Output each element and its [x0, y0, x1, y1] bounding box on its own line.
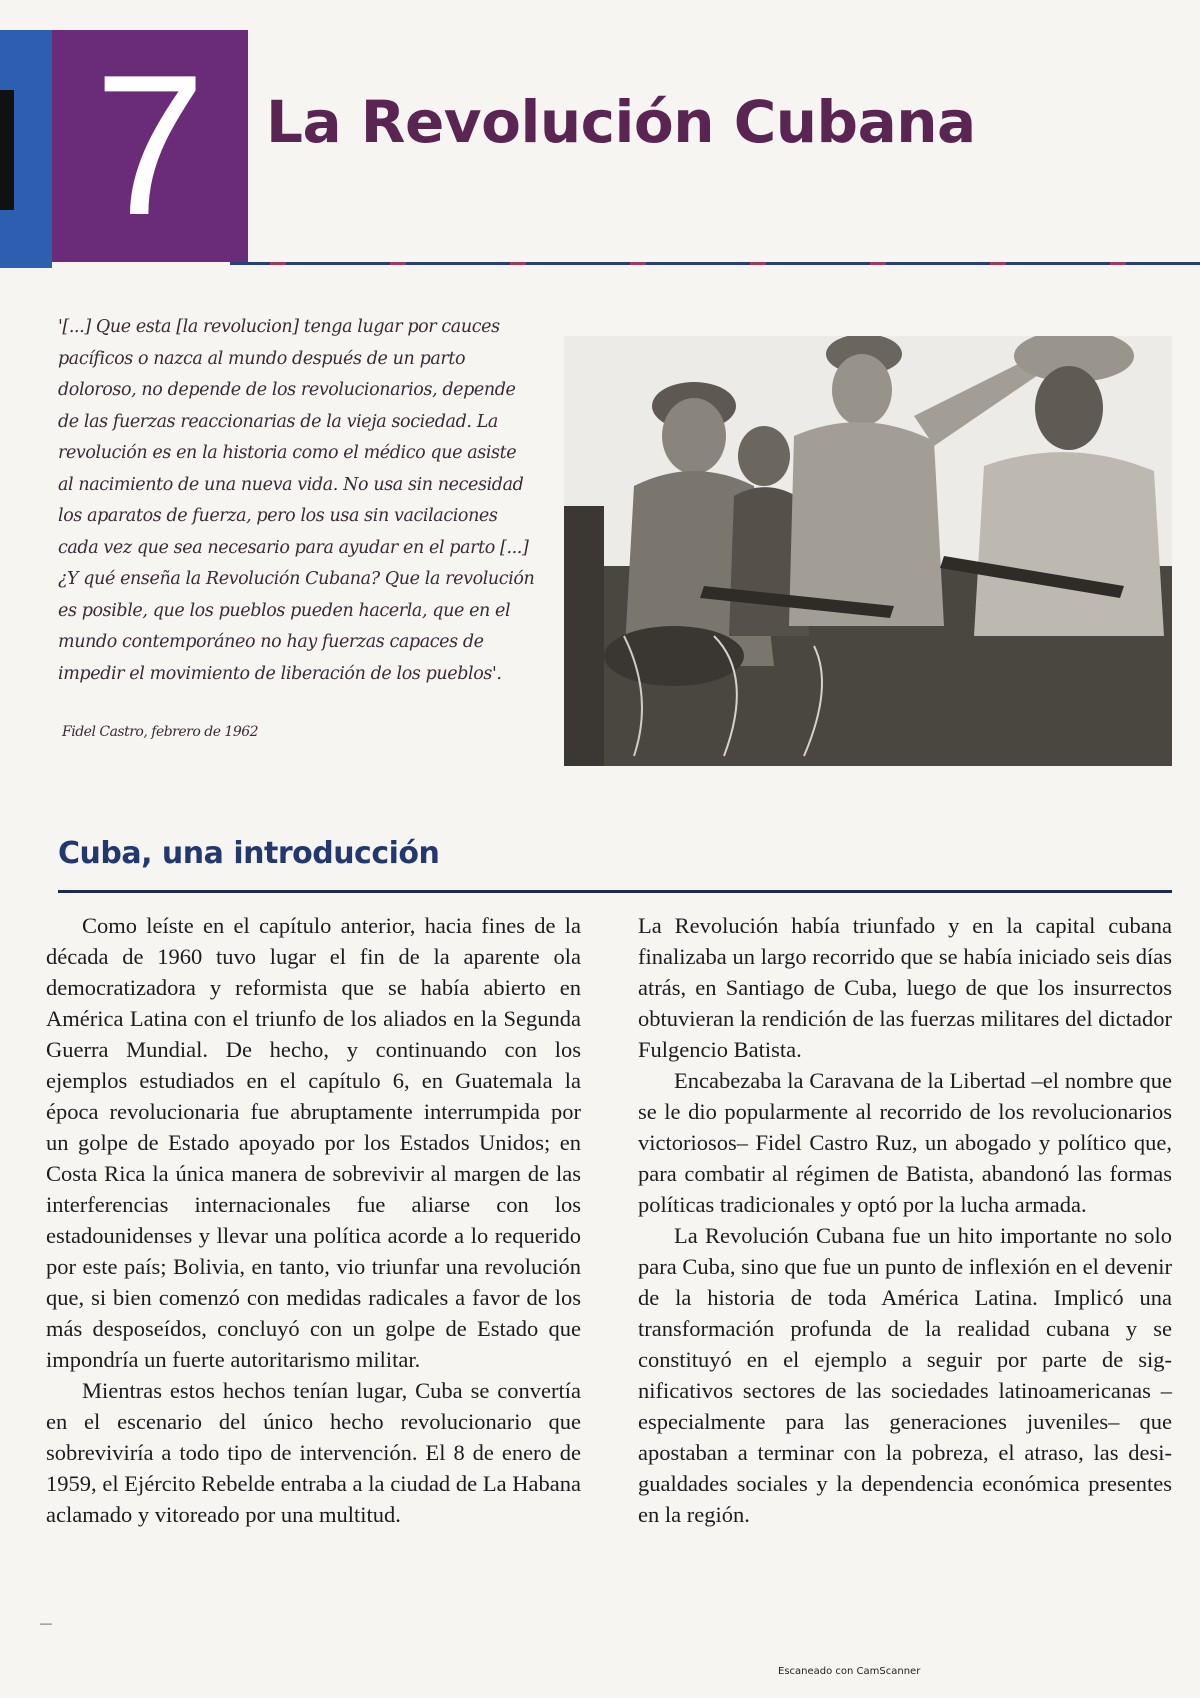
body-paragraph: Como leíste en el capítulo anterior, hacia fines de la década de 1960 tuvo lugar el fin de la aparente ola democratizadora y reformista que se había abierto en América Latina con el triunfo de los aliados en la Segunda Guerra Mundial. De hecho, y continuando con los ejemplos estudiados en el capítulo 6, en Guatemala la época revolucionaria fue abruptamente interrumpida por un golpe de Estado apoyado por los Estados Unidos; en Costa Rica la única manera de sobrevivir al margen de las interferencias internacionales fue aliarse con los estadounidenses y llevar una política acorde a lo requerido por este país; Bolivia, en tanto, vio triunfar una revolución que, si bien comenzó con medidas radicales a favor de los más desposeídos, concluyó con un golpe de Estado que impondría un fuerte autoritarismo militar. [46, 913, 581, 1372]
section-divider [58, 890, 1172, 893]
body-paragraph: Encabezaba la Caravana de la Libertad –el nombre que se le dio popularmente al recorrido de los revolucionarios victoriosos– Fidel Castro Ruz, un abogado y político que, para combatir al régimen de Batista, abandonó las formas políticas tradicionales y optó por la lucha armada. [638, 1068, 1172, 1217]
page-number: — [40, 1616, 52, 1630]
epigraph-line: doloroso, no depende de los revolucionarios, depende [58, 380, 516, 400]
epigraph-line: revolución es en la historia como el médico que asiste [58, 443, 517, 463]
epigraph-source: Fidel Castro, febrero de 1962 [62, 724, 259, 740]
epigraph-line: de las fuerzas reaccionarias de la vieja sociedad. La [58, 411, 498, 432]
header-divider [230, 262, 1200, 265]
epigraph-line: '[...] Que esta [la revolucion] tenga lugar por cauces [58, 317, 500, 337]
epigraph-line: es posible, que los pueblos pueden hacerla, que en el [58, 600, 511, 621]
epigraph-line: ¿Y qué enseña la Revolución Cubana? Que la revolución [58, 569, 535, 589]
body-column-left [46, 910, 581, 1530]
epigraph-line: cada vez que sea necesario para ayudar en el parto [...] [58, 537, 529, 558]
epigraph-line: los aparatos de fuerza, pero los usa sin vacilaciones [58, 506, 498, 526]
body-paragraph: La Revolución había triunfado y en la capital cubana finalizaba un largo recorrido que se había iniciado seis días atrás, en Santiago de Cuba, luego de que los insurrectos obtuvieran la rendición de las fuerzas militares del dictador Fulgencio Batista. [638, 913, 1172, 1062]
epigraph-line: al nacimiento de una nueva vida. No usa sin necesidad [58, 474, 524, 495]
chapter-title: La Revolución Cubana [266, 88, 976, 156]
epigraph-line: mundo contemporáneo no hay fuerzas capaces de [58, 632, 484, 652]
epigraph-line: impedir el movimiento de liberación de los pueblos'. [58, 663, 502, 684]
chapter-number-box [52, 30, 248, 262]
section-title: Cuba, una introducción [58, 836, 440, 871]
scanner-watermark: Escaneado con CamScanner [778, 1666, 921, 1677]
revolutionaries-photo [564, 336, 1172, 766]
epigraph-line: pacíficos o nazca al mundo después de un parto [58, 348, 466, 369]
body-paragraph: Mientras estos hechos tenían lugar, Cuba se convertía en el escenario del único hecho revolucionario que sobreviviría a todo tipo de intervención. El 8 de enero de 1959, el Ejército Rebelde entraba a la ciudad de La Habana aclamado y vitoreado por una multitud. [46, 1378, 581, 1527]
chapter-side-strip [0, 30, 52, 268]
body-column-right [638, 910, 1172, 1530]
body-paragraph: La Revolución Cubana fue un hito importante no solo para Cuba, sino que fue un punto de inflexión en el devenir de la historia de toda América Latina. Implicó una transformación profunda de la realidad cubana y se constituyó en el ejemplo a seguir por parte de significativos sectores de las sociedades latinoamericanas –especialmente para las generaciones juveniles– que apostaban a terminar con la pobreza, el atraso, las desigualdades sociales y la dependencia económica presentes en la región. [638, 1223, 1172, 1527]
photo-figures [564, 336, 1172, 766]
chapter-number: 7 [94, 34, 206, 257]
epigraph-quote [58, 312, 558, 690]
